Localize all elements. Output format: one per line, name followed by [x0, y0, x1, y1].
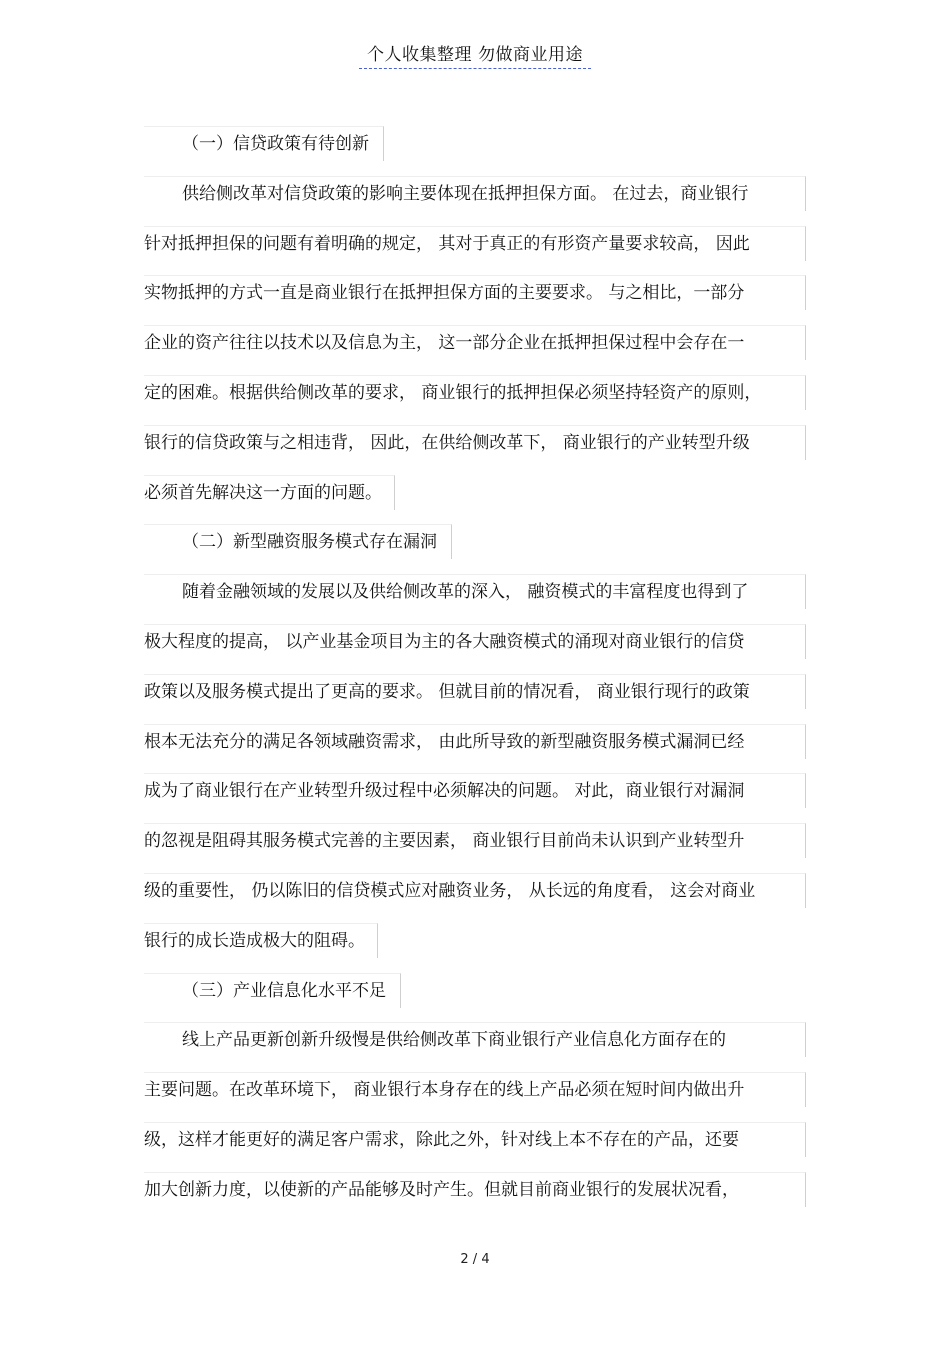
line-text: 供给侧改革对信贷政策的影响主要体现在抵押担保方面。 在过去，商业银行: [182, 183, 749, 204]
text-line: [144, 674, 806, 709]
text-line: [144, 475, 395, 510]
line-text: 加大创新力度，以使新的产品能够及时产生。但就目前商业银行的发展状况看，: [144, 1179, 739, 1200]
text-line: [144, 176, 806, 211]
line-text: 主要问题。在改革环境下， 商业银行本身存在的线上产品必须在短时间内做出升: [144, 1080, 745, 1101]
text-line: [144, 624, 806, 659]
heading-text: （三）产业信息化水平不足: [182, 980, 386, 1001]
line-text: 实物抵押的方式一直是商业银行在抵押担保方面的主要要求。 与之相比，一部分: [144, 283, 745, 304]
line-text: 银行的成长造成极大的阻碍。: [144, 930, 365, 951]
heading-text: （一）信贷政策有待创新: [182, 134, 369, 154]
text-line: [144, 425, 806, 460]
line-text: 级，这样才能更好的满足客户需求，除此之外，针对线上本不存在的产品，还要: [144, 1130, 739, 1150]
text-line: [144, 873, 806, 908]
line-text: 必须首先解决这一方面的问题。: [144, 482, 382, 503]
header-text: 个人收集整理 勿做商业用途: [359, 40, 591, 69]
line-text: 针对抵押担保的问题有着明确的规定， 其对于真正的有形资产量要求较高， 因此: [144, 233, 750, 254]
line-text: 极大程度的提高， 以产业基金项目为主的各大融资模式的涌现对商业银行的信贷: [144, 632, 745, 652]
page-header: [0, 40, 950, 69]
line-text: 银行的信贷政策与之相违背， 因此，在供给侧改革下， 商业银行的产业转型升级: [144, 432, 750, 453]
text-line: [144, 1022, 806, 1057]
text-line: [144, 574, 806, 609]
line-text: 政策以及服务模式提出了更高的要求。 但就目前的情况看， 商业银行现行的政策: [144, 681, 750, 702]
text-line: [144, 375, 806, 410]
line-text: 随着金融领域的发展以及供给侧改革的深入， 融资模式的丰富程度也得到了: [182, 582, 749, 603]
section-heading: [144, 126, 384, 161]
text-line: [144, 1072, 806, 1107]
text-line: [144, 226, 806, 261]
text-line: [144, 1122, 806, 1157]
line-text: 线上产品更新创新升级慢是供给侧改革下商业银行产业信息化方面存在的: [182, 1030, 726, 1051]
line-text: 定的困难。根据供给侧改革的要求， 商业银行的抵押担保必须坚持轻资产的原则，: [144, 383, 762, 403]
line-text: 根本无法充分的满足各领域融资需求， 由此所导致的新型融资服务模式漏洞已经: [144, 731, 745, 752]
text-line: [144, 823, 806, 858]
text-line: [144, 275, 806, 310]
text-line: [144, 773, 806, 808]
section-heading: [144, 973, 401, 1008]
text-line: [144, 923, 378, 958]
line-text: 的忽视是阻碍其服务模式完善的主要因素， 商业银行目前尚未认识到产业转型升: [144, 831, 745, 852]
text-line: [144, 1172, 806, 1207]
page-number: 2 / 4: [460, 1252, 490, 1267]
text-line: [144, 724, 806, 759]
line-text: 成为了商业银行在产业转型升级过程中必须解决的问题。 对此，商业银行对漏洞: [144, 781, 745, 802]
heading-text: （二）新型融资服务模式存在漏洞: [182, 532, 437, 553]
section-heading: [144, 524, 452, 559]
line-text: 级的重要性， 仍以陈旧的信贷模式应对融资业务， 从长远的角度看， 这会对商业: [144, 881, 756, 901]
text-line: [144, 325, 806, 360]
line-text: 企业的资产往往以技术以及信息为主， 这一部分企业在抵押担保过程中会存在一: [144, 333, 745, 354]
